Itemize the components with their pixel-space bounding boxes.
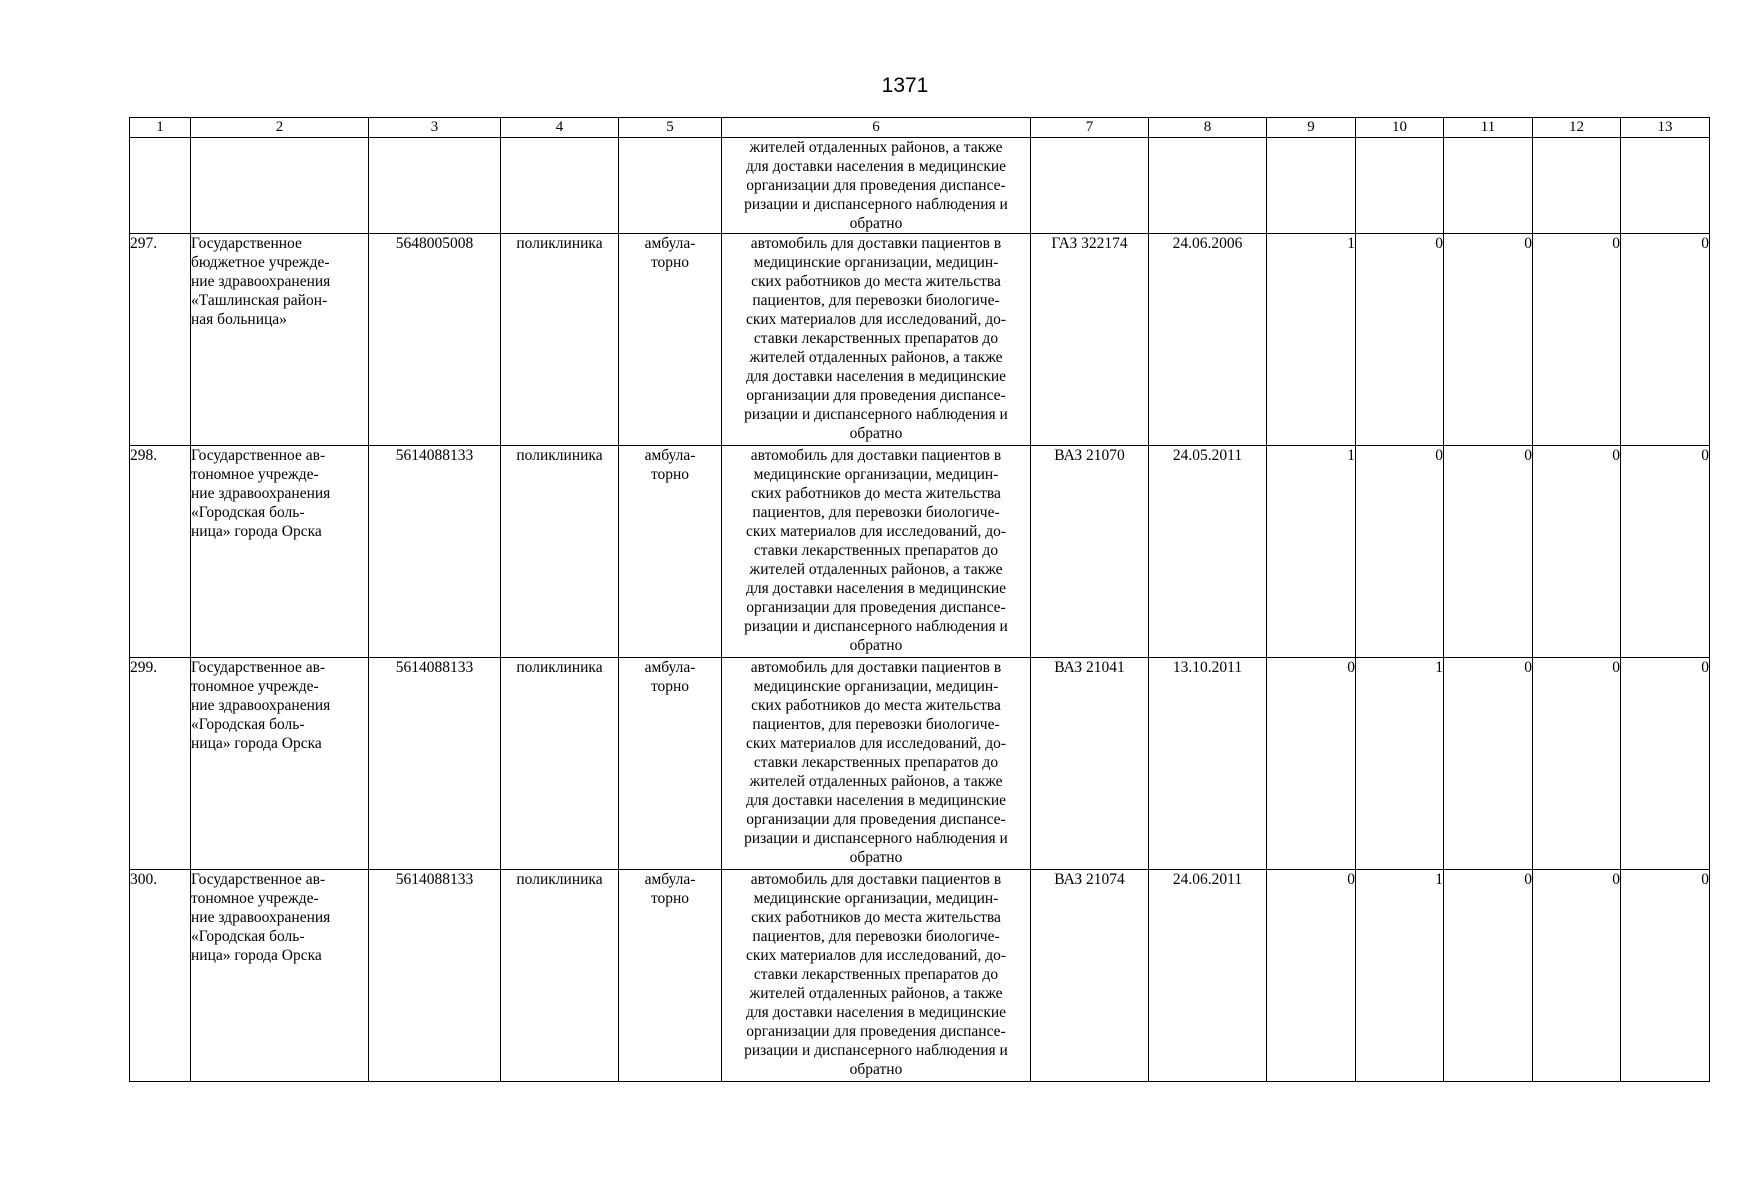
- care-kind-cell: [619, 870, 722, 1082]
- purpose-cell: [722, 870, 1031, 1082]
- column-header-5: 5: [619, 118, 722, 138]
- date-cell: 24.05.2011: [1149, 446, 1267, 658]
- value-col-9: 1: [1267, 234, 1356, 446]
- purpose-cell: [722, 138, 1031, 234]
- empty-cell: [191, 138, 369, 234]
- value-col-13: 0: [1621, 446, 1710, 658]
- date-cell: 13.10.2011: [1149, 658, 1267, 870]
- value-col-13: 0: [1621, 870, 1710, 1082]
- vehicle-registry-table: [129, 117, 1710, 1082]
- value-col-10: 1: [1356, 658, 1444, 870]
- column-number-header-row: [130, 118, 1710, 138]
- column-header-3: 3: [369, 118, 501, 138]
- value-col-11: 0: [1444, 658, 1533, 870]
- care-kind-text: амбула- торно: [644, 235, 696, 271]
- value-col-9: 1: [1267, 446, 1356, 658]
- value-col-10: 0: [1356, 234, 1444, 446]
- value-col-9: 0: [1267, 870, 1356, 1082]
- purpose-text: автомобиль для доставки пациентов в медицинские организации, медицин- ских работников до места жительства пациентов, для перевозки биологиче- ских материалов для исследований, до- ставки лекарственных препаратов до жителей отдаленных районов, а также для доставки населения в медицинские организации для проведения диспансе- ризации и диспансерного наблюдения и обратно: [744, 871, 1008, 1078]
- empty-cell: [1267, 138, 1356, 234]
- empty-cell: [1149, 138, 1267, 234]
- inn-cell: 5614088133: [369, 446, 501, 658]
- facility-type-cell: поликлиника: [501, 870, 619, 1082]
- organization-name: Государственное ав- тономное учрежде- ние здравоохранения «Городская боль- ница» города Орска: [191, 659, 331, 752]
- value-col-11: 0: [1444, 234, 1533, 446]
- empty-cell: [1621, 138, 1710, 234]
- purpose-text: жителей отдаленных районов, а также для доставки населения в медицинские организации для проведения диспансе- ризации и диспансерного наблюдения и обратно: [744, 139, 1008, 232]
- value-col-10: 1: [1356, 870, 1444, 1082]
- value-col-13: 0: [1621, 658, 1710, 870]
- facility-type-cell: поликлиника: [501, 234, 619, 446]
- value-col-12: 0: [1533, 234, 1621, 446]
- purpose-text: автомобиль для доставки пациентов в медицинские организации, медицин- ских работников до места жительства пациентов, для перевозки биологиче- ских материалов для исследований, до- ставки лекарственных препаратов до жителей отдаленных районов, а также для доставки населения в медицинские организации для проведения диспансе- ризации и диспансерного наблюдения и обратно: [744, 235, 1008, 442]
- empty-cell: [1444, 138, 1533, 234]
- purpose-cell: [722, 446, 1031, 658]
- column-header-13: 13: [1621, 118, 1710, 138]
- page-number: 1371: [881, 74, 929, 97]
- facility-type-cell: поликлиника: [501, 446, 619, 658]
- inn-cell: 5614088133: [369, 658, 501, 870]
- column-header-4: 4: [501, 118, 619, 138]
- organization-name: Государственное ав- тономное учрежде- ние здравоохранения «Городская боль- ница» города Орска: [191, 447, 331, 540]
- purpose-text: автомобиль для доставки пациентов в медицинские организации, медицин- ских работников до места жительства пациентов, для перевозки биологиче- ских материалов для исследований, до- ставки лекарственных препаратов до жителей отдаленных районов, а также для доставки населения в медицинские организации для проведения диспансе- ризации и диспансерного наблюдения и обратно: [744, 659, 1008, 866]
- column-header-8: 8: [1149, 118, 1267, 138]
- purpose-cell: [722, 234, 1031, 446]
- empty-cell: [1356, 138, 1444, 234]
- row-number: 300.: [130, 870, 191, 1082]
- row-number: 298.: [130, 446, 191, 658]
- value-col-12: 0: [1533, 446, 1621, 658]
- empty-cell: [1031, 138, 1149, 234]
- value-col-12: 0: [1533, 658, 1621, 870]
- value-col-11: 0: [1444, 870, 1533, 1082]
- organization-cell: [191, 446, 369, 658]
- vehicle-model-cell: ГАЗ 322174: [1031, 234, 1149, 446]
- value-col-12: 0: [1533, 870, 1621, 1082]
- empty-cell: [130, 138, 191, 234]
- care-kind-cell: [619, 658, 722, 870]
- continuation-row: [130, 138, 1710, 234]
- vehicle-model-cell: ВАЗ 21074: [1031, 870, 1149, 1082]
- organization-name: Государственное ав- тономное учрежде- ние здравоохранения «Городская боль- ница» города Орска: [191, 871, 331, 964]
- care-kind-cell: [619, 234, 722, 446]
- inn-cell: 5614088133: [369, 870, 501, 1082]
- care-kind-text: амбула- торно: [644, 447, 696, 483]
- inn-cell: 5648005008: [369, 234, 501, 446]
- care-kind-cell: [619, 446, 722, 658]
- value-col-11: 0: [1444, 446, 1533, 658]
- care-kind-text: амбула- торно: [644, 871, 696, 907]
- care-kind-text: амбула- торно: [644, 659, 696, 695]
- value-col-9: 0: [1267, 658, 1356, 870]
- value-col-10: 0: [1356, 446, 1444, 658]
- value-col-13: 0: [1621, 234, 1710, 446]
- column-header-6: 6: [722, 118, 1031, 138]
- column-header-2: 2: [191, 118, 369, 138]
- table-row: [130, 234, 1710, 446]
- organization-cell: [191, 658, 369, 870]
- organization-cell: [191, 234, 369, 446]
- column-header-10: 10: [1356, 118, 1444, 138]
- date-cell: 24.06.2011: [1149, 870, 1267, 1082]
- column-header-7: 7: [1031, 118, 1149, 138]
- table-row: [130, 446, 1710, 658]
- column-header-1: 1: [130, 118, 191, 138]
- facility-type-cell: поликлиника: [501, 658, 619, 870]
- table-row: [130, 870, 1710, 1082]
- row-number: 299.: [130, 658, 191, 870]
- row-number: 297.: [130, 234, 191, 446]
- organization-name: Государственное бюджетное учрежде- ние здравоохранения «Ташлинская район- ная больница»: [191, 235, 331, 328]
- empty-cell: [369, 138, 501, 234]
- table-row: [130, 658, 1710, 870]
- empty-cell: [501, 138, 619, 234]
- purpose-text: автомобиль для доставки пациентов в медицинские организации, медицин- ских работников до места жительства пациентов, для перевозки биологиче- ских материалов для исследований, до- ставки лекарственных препаратов до жителей отдаленных районов, а также для доставки населения в медицинские организации для проведения диспансе- ризации и диспансерного наблюдения и обратно: [744, 447, 1008, 654]
- column-header-12: 12: [1533, 118, 1621, 138]
- date-cell: 24.06.2006: [1149, 234, 1267, 446]
- vehicle-model-cell: ВАЗ 21070: [1031, 446, 1149, 658]
- column-header-9: 9: [1267, 118, 1356, 138]
- organization-cell: [191, 870, 369, 1082]
- empty-cell: [619, 138, 722, 234]
- vehicle-model-cell: ВАЗ 21041: [1031, 658, 1149, 870]
- column-header-11: 11: [1444, 118, 1533, 138]
- empty-cell: [1533, 138, 1621, 234]
- purpose-cell: [722, 658, 1031, 870]
